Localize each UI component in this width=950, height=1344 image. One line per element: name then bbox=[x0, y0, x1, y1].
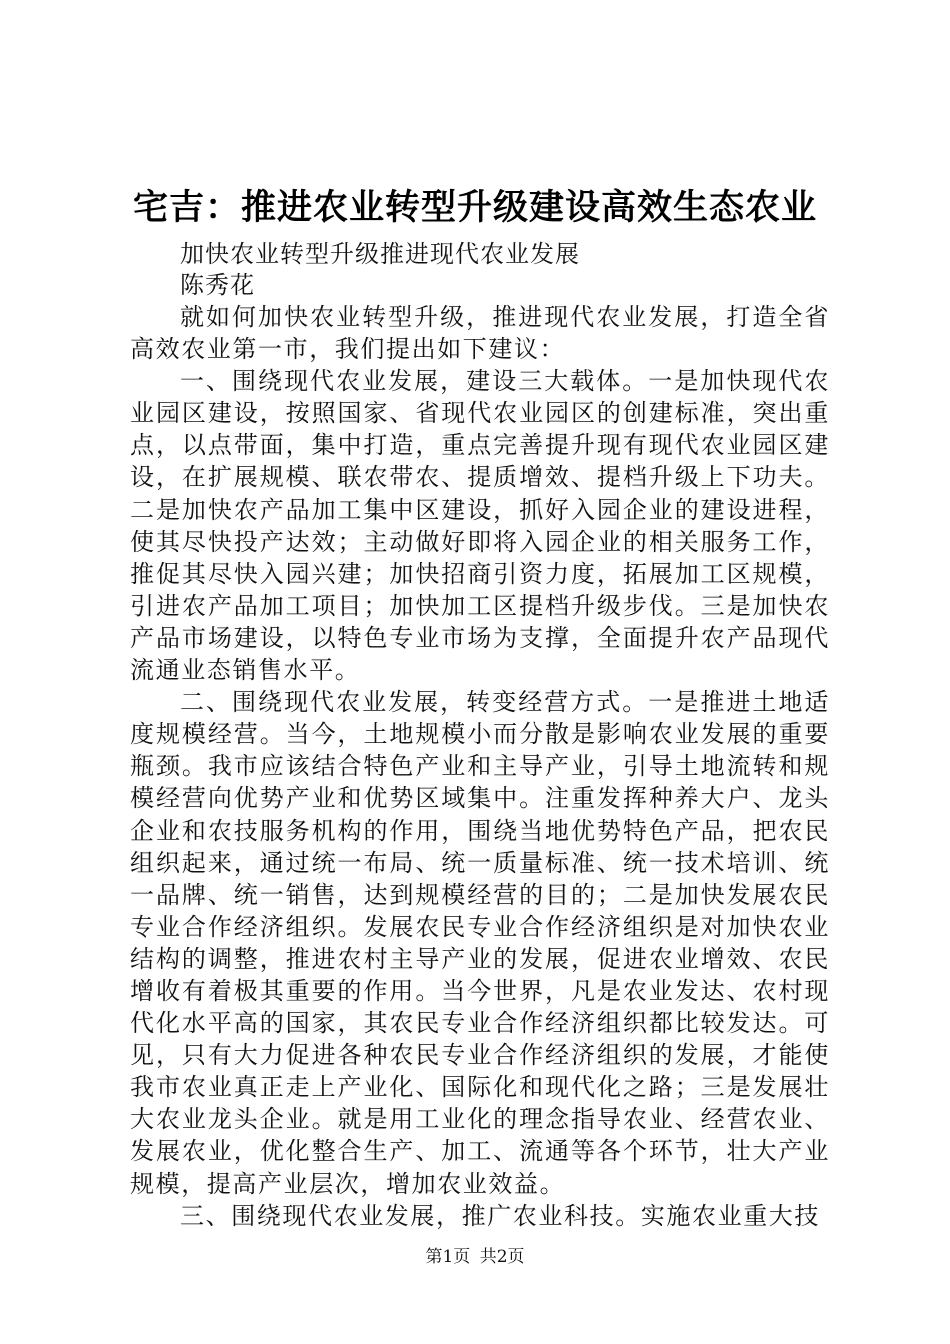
document-body bbox=[130, 301, 830, 1232]
page-number: 第1页 bbox=[425, 1247, 471, 1267]
paragraph: 二、围绕现代农业发展，转变经营方式。一是推进土地适度规模经营。当今，土地规模小而分散是影响农业发展的重要瓶颈。我市应该结合特色产业和主导产业，引导土地流转和规模经营向优势产业和优势区域集中。注重发挥种养大户、龙头企业和农技服务机构的作用，围绕当地优势特色产品，把农民组织起来，通过统一布局、统一质量标准、统一技术培训、统一品牌、统一销售，达到规模经营的目的；二是加快发展农民专业合作经济组织。发展农民专业合作经济组织是对加快农业结构的调整，推进农村主导产业的发展，促进农业增效、农民增收有着极其重要的作用。当今世界，凡是农业发达、农村现代化水平高的国家，其农民专业合作经济组织都比较发达。可见，只有大力促进各种农民专业合作经济组织的发展，才能使我市农业真正走上产业化、国际化和现代化之路；三是发展壮大农业龙头企业。就是用工业化的理念指导农业、经营农业、发展农业，优化整合生产、加工、流通等各个环节，壮大产业规模，提高产业层次，增加农业效益。 bbox=[130, 688, 830, 1198]
document-author: 陈秀花 bbox=[180, 271, 255, 299]
document-title: 宅吉：推进农业转型升级建设高效生态农业 bbox=[132, 188, 817, 228]
page-total: 共2页 bbox=[479, 1247, 525, 1267]
document-subtitle: 加快农业转型升级推进现代农业发展 bbox=[180, 240, 580, 268]
paragraph: 三、围绕现代农业发展，推广农业科技。实施农业重大技 bbox=[180, 1201, 820, 1230]
page-footer bbox=[0, 1245, 950, 1269]
paragraph: 一、围绕现代农业发展，建设三大载体。一是加快现代农业园区建设，按照国家、省现代农业园区的创建标准，突出重点，以点带面，集中打造，重点完善提升现有现代农业园区建设，在扩展规模、联农带农、提质增效、提档升级上下功夫。二是加快农产品加工集中区建设，抓好入园企业的建设进程，使其尽快投产达效；主动做好即将入园企业的相关服务工作，推促其尽快入园兴建；加快招商引资力度，拓展加工区规模，引进农产品加工项目；加快加工区提档升级步伐。三是加快农产品市场建设，以特色专业市场为支撑，全面提升农产品现代流通业态销售水平。 bbox=[130, 367, 830, 685]
paragraph: 就如何加快农业转型升级，推进现代农业发展，打造全省高效农业第一市，我们提出如下建议： bbox=[130, 303, 830, 364]
